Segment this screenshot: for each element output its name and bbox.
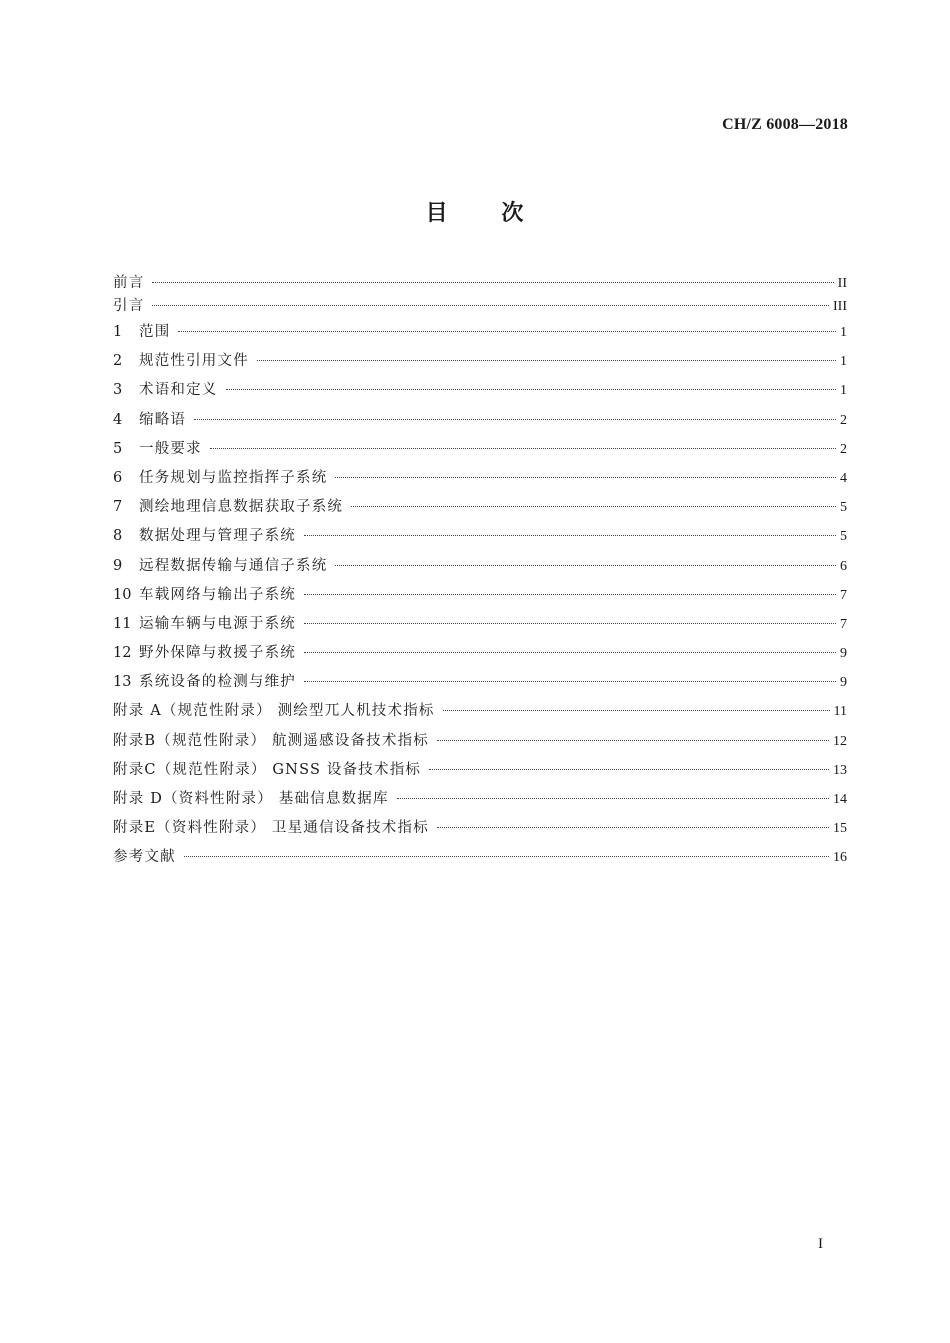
toc-entry-page: 1	[840, 383, 847, 399]
toc-entry-number: 4	[113, 411, 123, 428]
standard-code: CH/Z 6008—2018	[722, 116, 848, 133]
toc-entry-title: 前言	[113, 275, 145, 291]
toc-entry-title: 规范性引用文件	[139, 353, 249, 370]
toc-entry-page: 9	[840, 675, 847, 691]
toc-dot-leader	[304, 623, 836, 624]
toc-entry-page: 7	[840, 587, 847, 603]
toc-entry-number: 11	[113, 615, 132, 632]
toc-entry-number: 7	[113, 499, 123, 516]
toc-entry-page: III	[833, 299, 847, 314]
toc-entry-title: 范围	[139, 324, 171, 340]
toc-entry-title: 车载网络与输出子系统	[139, 586, 296, 603]
toc-dot-leader	[335, 477, 836, 478]
footer-page-number: I	[818, 1236, 823, 1252]
toc-entry[interactable]	[113, 464, 847, 493]
toc-dot-leader	[304, 535, 836, 536]
toc-entry[interactable]	[113, 272, 847, 295]
toc-entry[interactable]	[113, 522, 847, 551]
toc-entry-title: 任务规划与监控指挥子系统	[139, 469, 328, 486]
toc-entry[interactable]	[113, 435, 847, 464]
toc-entry-page: 11	[833, 704, 847, 720]
toc-dot-leader	[429, 769, 829, 770]
toc-entry[interactable]	[113, 639, 847, 668]
toc-dot-leader	[184, 856, 829, 857]
toc-entry-page: 13	[833, 762, 847, 778]
toc-entry[interactable]	[113, 347, 847, 376]
toc-entry-page: 1	[840, 354, 847, 370]
toc-entry-page: II	[837, 276, 847, 291]
toc-entry-page: 15	[833, 821, 847, 837]
toc-entry-title: 引言	[113, 298, 145, 314]
toc-entry-number: 12	[113, 645, 132, 662]
toc-dot-leader	[210, 448, 836, 449]
toc-dot-leader	[351, 506, 836, 507]
toc-entry-page: 2	[840, 412, 847, 428]
toc-entry-page: 6	[840, 558, 847, 574]
toc-entry-number: 5	[113, 440, 123, 457]
toc-entry-title: 附录 D（资料性附录） 基础信息数据库	[113, 791, 389, 807]
toc-entry-page: 4	[840, 470, 847, 486]
toc-entry-number: 6	[113, 469, 123, 486]
toc-dot-leader	[335, 565, 836, 566]
toc-entry-number: 1	[113, 324, 123, 340]
toc-entry-title: 术语和定义	[139, 382, 218, 399]
toc-entry-title: 附录 A（规范性附录） 测绘型兀人机技术指标	[113, 703, 435, 720]
toc-entry-page: 2	[840, 441, 847, 457]
toc-dot-leader	[178, 331, 836, 332]
toc-entry[interactable]	[113, 727, 847, 756]
toc-dot-leader	[152, 305, 829, 306]
toc-entry[interactable]	[113, 581, 847, 610]
toc-entry-title: 远程数据传输与通信子系统	[139, 557, 328, 574]
toc-entry-title: 附录E（资料性附录） 卫星通信设备技术指标	[113, 820, 429, 837]
toc-entry[interactable]	[113, 552, 847, 581]
toc-entry-number: 8	[113, 528, 123, 545]
toc-dot-leader	[257, 360, 836, 361]
table-of-contents	[113, 272, 847, 873]
toc-dot-leader	[194, 419, 836, 420]
toc-entry[interactable]	[113, 843, 847, 872]
toc-dot-leader	[152, 282, 833, 283]
toc-entry[interactable]	[113, 668, 847, 697]
toc-dot-leader	[437, 740, 829, 741]
toc-entry-title: 一般要求	[139, 440, 202, 457]
page-title: 目 次	[425, 201, 525, 226]
toc-entry-page: 1	[840, 325, 847, 340]
toc-entry-number: 10	[113, 586, 132, 603]
toc-entry-title: 数据处理与管理子系统	[139, 528, 296, 545]
toc-entry-page: 9	[840, 646, 847, 662]
toc-entry-title: 附录C（规范性附录） GNSS 设备技术指标	[113, 761, 422, 778]
toc-entry-title: 野外保障与救援子系统	[139, 645, 296, 662]
toc-entry-title: 参考文献	[113, 849, 176, 866]
toc-dot-leader	[397, 798, 829, 799]
toc-dot-leader	[304, 594, 836, 595]
toc-entry-number: 13	[113, 674, 132, 691]
toc-entry-title: 运输车辆与电源于系统	[139, 615, 296, 632]
toc-entry[interactable]	[113, 610, 847, 639]
toc-entry[interactable]	[113, 814, 847, 843]
toc-dot-leader	[437, 827, 829, 828]
toc-entry[interactable]	[113, 318, 847, 347]
toc-dot-leader	[443, 710, 830, 711]
toc-entry[interactable]	[113, 295, 847, 318]
toc-entry-page: 16	[833, 850, 847, 866]
toc-entry-title: 测绘地理信息数据获取子系统	[139, 499, 344, 516]
toc-entry-number: 3	[113, 382, 123, 399]
toc-entry-page: 7	[840, 616, 847, 632]
toc-entry-page: 14	[833, 792, 847, 807]
toc-dot-leader	[226, 389, 837, 390]
toc-entry-title: 系统设备的检测与维护	[139, 674, 296, 691]
toc-entry-page: 12	[833, 733, 847, 749]
toc-entry[interactable]	[113, 756, 847, 785]
toc-entry-title: 缩略语	[139, 411, 187, 428]
toc-entry-number: 9	[113, 557, 123, 574]
toc-entry[interactable]	[113, 406, 847, 435]
toc-entry-page: 5	[840, 529, 847, 545]
toc-entry-title: 附录B（规范性附录） 航测遥感设备技术指标	[113, 732, 429, 749]
toc-dot-leader	[304, 652, 836, 653]
toc-dot-leader	[304, 681, 836, 682]
toc-entry[interactable]	[113, 493, 847, 522]
toc-entry[interactable]	[113, 785, 847, 814]
toc-entry-number: 2	[113, 353, 123, 370]
toc-entry[interactable]	[113, 376, 847, 405]
toc-entry-page: 5	[840, 500, 847, 516]
toc-entry[interactable]	[113, 697, 847, 726]
